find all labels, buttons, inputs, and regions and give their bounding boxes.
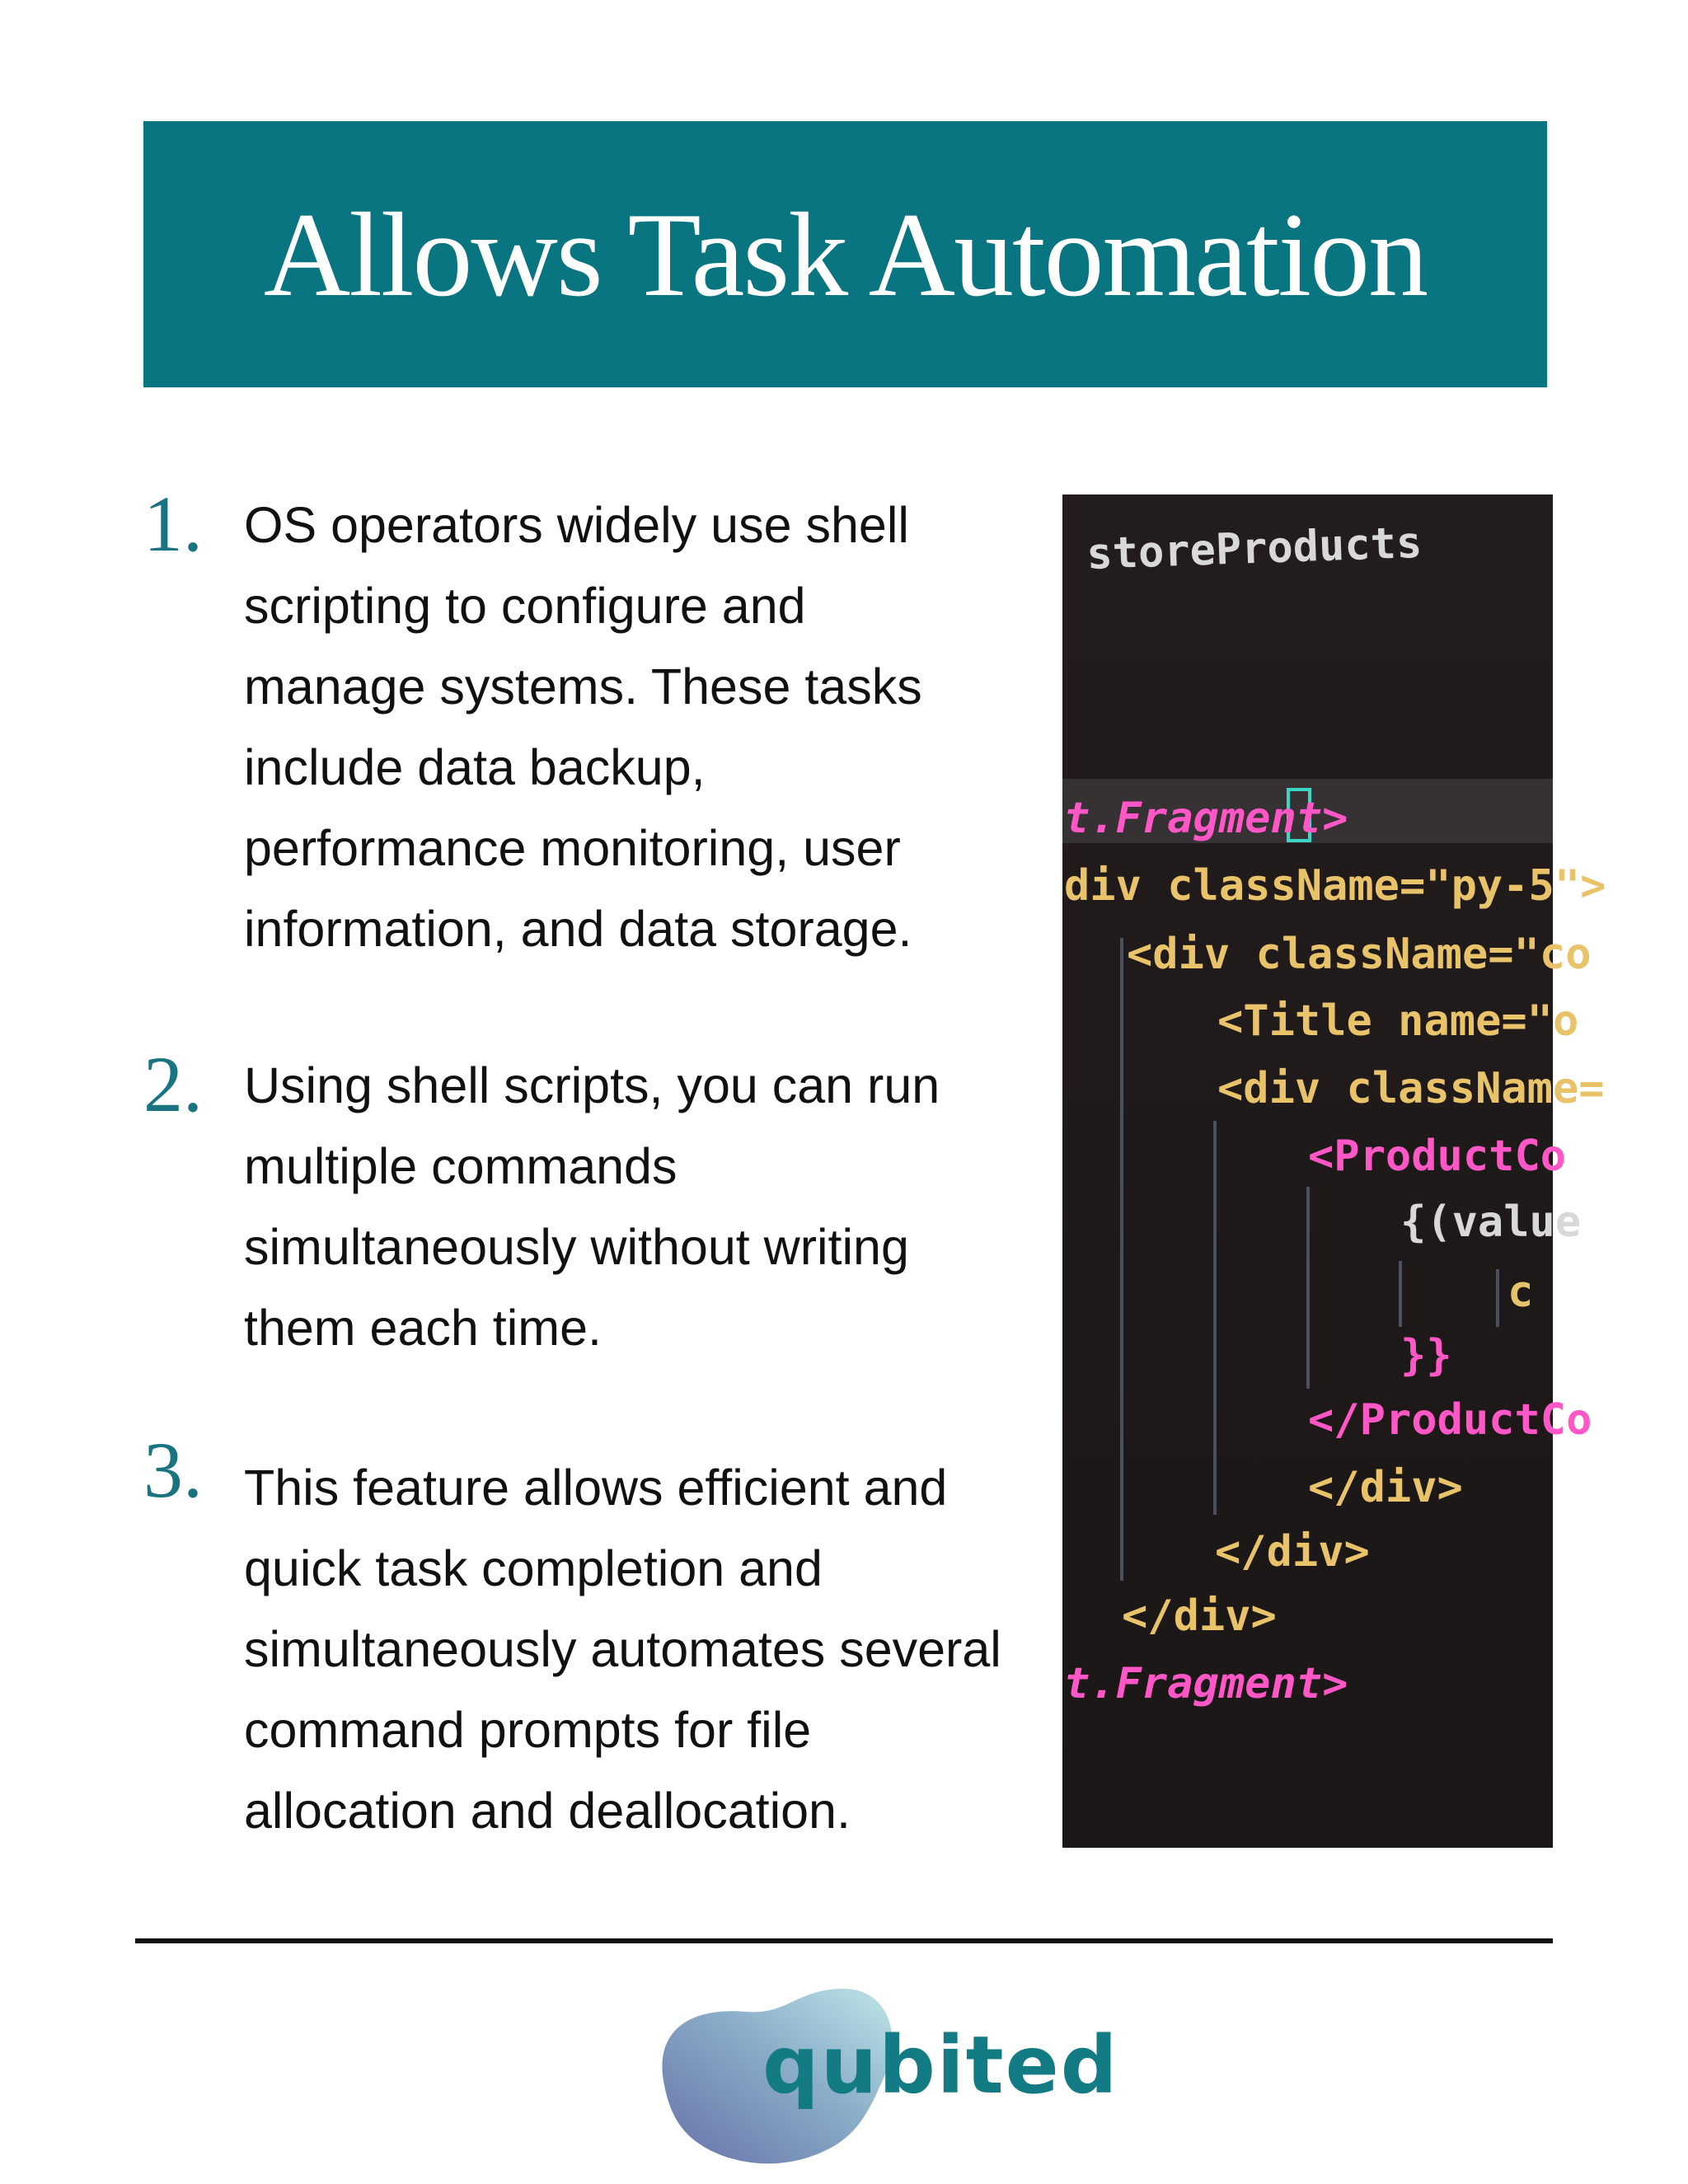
code-line: t.Fragment> bbox=[1064, 1659, 1348, 1708]
item-line: OS operators widely use shell bbox=[244, 497, 909, 553]
code-line: </div> bbox=[1215, 1527, 1370, 1577]
list-item-1 bbox=[143, 480, 1017, 979]
code-line: {(value bbox=[1400, 1197, 1582, 1247]
item-number: 2. bbox=[143, 1040, 203, 1128]
item-text bbox=[244, 1447, 1068, 1851]
title-banner bbox=[143, 121, 1547, 387]
item-line: simultaneously without writing bbox=[244, 1219, 909, 1275]
code-line: </div> bbox=[1308, 1463, 1463, 1512]
code-screenshot-image bbox=[1062, 494, 1606, 1848]
item-line: This feature allows efficient and bbox=[244, 1460, 948, 1516]
code-line: <div className="co bbox=[1127, 930, 1592, 979]
logo-wordmark: qubited bbox=[762, 2019, 1119, 2111]
item-line: command prompts for file bbox=[244, 1702, 812, 1758]
item-line: include data backup, bbox=[244, 739, 706, 795]
item-line: performance monitoring, user bbox=[244, 820, 901, 876]
item-text bbox=[244, 1045, 1068, 1368]
item-line: multiple commands bbox=[244, 1138, 678, 1194]
list-item-3 bbox=[143, 1426, 1017, 1859]
item-line: allocation and deallocation. bbox=[244, 1783, 851, 1839]
code-line: }} bbox=[1400, 1331, 1452, 1380]
item-line: scripting to configure and bbox=[244, 578, 806, 634]
code-line: <div className= bbox=[1217, 1064, 1605, 1113]
item-text bbox=[244, 485, 1068, 969]
code-line: t.Fragment> bbox=[1064, 794, 1348, 843]
item-line: information, and data storage. bbox=[244, 901, 912, 957]
code-line: <Title name="o bbox=[1217, 996, 1579, 1046]
item-line: quick task completion and bbox=[244, 1540, 823, 1596]
code-line: </ProductCo bbox=[1308, 1395, 1592, 1445]
item-number: 1. bbox=[143, 480, 203, 568]
item-line: them each time. bbox=[244, 1300, 602, 1356]
page-title: Allows Task Automation bbox=[263, 187, 1428, 321]
code-line: <ProductCo bbox=[1308, 1132, 1567, 1181]
code-editor-graphic bbox=[1062, 494, 1606, 1848]
item-number: 3. bbox=[143, 1426, 203, 1514]
code-line: </div> bbox=[1122, 1591, 1277, 1641]
code-line: div className="py-5"> bbox=[1064, 861, 1606, 911]
divider bbox=[135, 1938, 1553, 1943]
item-line: manage systems. These tasks bbox=[244, 658, 922, 715]
item-line: simultaneously automates several bbox=[244, 1621, 1001, 1677]
qubited-logo bbox=[655, 1982, 1119, 2168]
list-item-2 bbox=[143, 1040, 1017, 1375]
code-line: c bbox=[1507, 1268, 1534, 1317]
code-line: storeProducts bbox=[1085, 518, 1423, 579]
item-line: Using shell scripts, you can run bbox=[244, 1057, 940, 1113]
